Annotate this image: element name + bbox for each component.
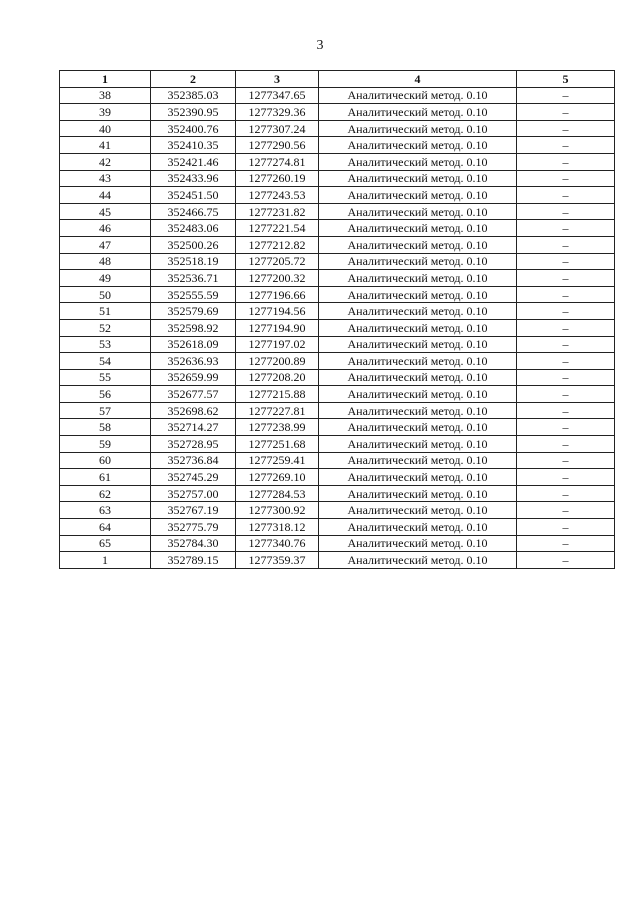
method-accuracy-cell: Аналитический метод. 0.10 [319, 336, 517, 353]
method-accuracy-cell: Аналитический метод. 0.10 [319, 87, 517, 104]
point-number-cell: 50 [60, 286, 151, 303]
method-accuracy-cell: Аналитический метод. 0.10 [319, 170, 517, 187]
description-cell: – [517, 319, 615, 336]
point-number-cell: 59 [60, 436, 151, 453]
table-row [60, 187, 615, 204]
method-accuracy-cell: Аналитический метод. 0.10 [319, 419, 517, 436]
point-number-cell: 39 [60, 104, 151, 121]
description-cell: – [517, 353, 615, 370]
y-coordinate-cell: 1277227.81 [236, 402, 319, 419]
point-number-cell: 1 [60, 552, 151, 569]
x-coordinate-cell: 352536.71 [151, 270, 236, 287]
description-cell: – [517, 137, 615, 154]
method-accuracy-cell: Аналитический метод. 0.10 [319, 452, 517, 469]
method-accuracy-cell: Аналитический метод. 0.10 [319, 319, 517, 336]
y-coordinate-cell: 1277231.82 [236, 203, 319, 220]
table-body [60, 87, 615, 568]
description-cell: – [517, 436, 615, 453]
description-cell: – [517, 452, 615, 469]
description-cell: – [517, 336, 615, 353]
point-number-cell: 53 [60, 336, 151, 353]
point-number-cell: 58 [60, 419, 151, 436]
description-cell: – [517, 270, 615, 287]
description-cell: – [517, 253, 615, 270]
method-accuracy-cell: Аналитический метод. 0.10 [319, 369, 517, 386]
table-row [60, 253, 615, 270]
table-row [60, 402, 615, 419]
point-number-cell: 42 [60, 153, 151, 170]
y-coordinate-cell: 1277212.82 [236, 236, 319, 253]
x-coordinate-cell: 352636.93 [151, 353, 236, 370]
x-coordinate-cell: 352736.84 [151, 452, 236, 469]
description-cell: – [517, 402, 615, 419]
point-number-cell: 52 [60, 319, 151, 336]
column-header-2: 2 [151, 71, 236, 88]
point-number-cell: 61 [60, 469, 151, 486]
y-coordinate-cell: 1277243.53 [236, 187, 319, 204]
table-row [60, 120, 615, 137]
method-accuracy-cell: Аналитический метод. 0.10 [319, 270, 517, 287]
description-cell: – [517, 286, 615, 303]
table-row [60, 87, 615, 104]
x-coordinate-cell: 352659.99 [151, 369, 236, 386]
point-number-cell: 65 [60, 535, 151, 552]
y-coordinate-cell: 1277329.36 [236, 104, 319, 121]
description-cell: – [517, 236, 615, 253]
y-coordinate-cell: 1277197.02 [236, 336, 319, 353]
table-row [60, 270, 615, 287]
table-row [60, 303, 615, 320]
table-row [60, 419, 615, 436]
description-cell: – [517, 535, 615, 552]
table-row [60, 153, 615, 170]
x-coordinate-cell: 352433.96 [151, 170, 236, 187]
x-coordinate-cell: 352714.27 [151, 419, 236, 436]
description-cell: – [517, 469, 615, 486]
table-row [60, 286, 615, 303]
x-coordinate-cell: 352410.35 [151, 137, 236, 154]
method-accuracy-cell: Аналитический метод. 0.10 [319, 236, 517, 253]
method-accuracy-cell: Аналитический метод. 0.10 [319, 552, 517, 569]
y-coordinate-cell: 1277300.92 [236, 502, 319, 519]
method-accuracy-cell: Аналитический метод. 0.10 [319, 402, 517, 419]
x-coordinate-cell: 352555.59 [151, 286, 236, 303]
y-coordinate-cell: 1277359.37 [236, 552, 319, 569]
table-row [60, 353, 615, 370]
method-accuracy-cell: Аналитический метод. 0.10 [319, 153, 517, 170]
table-row [60, 535, 615, 552]
y-coordinate-cell: 1277194.56 [236, 303, 319, 320]
y-coordinate-cell: 1277274.81 [236, 153, 319, 170]
y-coordinate-cell: 1277284.53 [236, 485, 319, 502]
y-coordinate-cell: 1277347.65 [236, 87, 319, 104]
y-coordinate-cell: 1277260.19 [236, 170, 319, 187]
point-number-cell: 63 [60, 502, 151, 519]
method-accuracy-cell: Аналитический метод. 0.10 [319, 535, 517, 552]
point-number-cell: 51 [60, 303, 151, 320]
point-number-cell: 49 [60, 270, 151, 287]
y-coordinate-cell: 1277194.90 [236, 319, 319, 336]
x-coordinate-cell: 352400.76 [151, 120, 236, 137]
method-accuracy-cell: Аналитический метод. 0.10 [319, 485, 517, 502]
x-coordinate-cell: 352784.30 [151, 535, 236, 552]
table-row [60, 369, 615, 386]
table-row [60, 336, 615, 353]
table-row [60, 552, 615, 569]
y-coordinate-cell: 1277200.32 [236, 270, 319, 287]
table-row [60, 137, 615, 154]
x-coordinate-cell: 352390.95 [151, 104, 236, 121]
y-coordinate-cell: 1277205.72 [236, 253, 319, 270]
table-row [60, 386, 615, 403]
method-accuracy-cell: Аналитический метод. 0.10 [319, 120, 517, 137]
point-number-cell: 41 [60, 137, 151, 154]
table-header-row [60, 71, 615, 88]
description-cell: – [517, 120, 615, 137]
y-coordinate-cell: 1277290.56 [236, 137, 319, 154]
x-coordinate-cell: 352677.57 [151, 386, 236, 403]
x-coordinate-cell: 352598.92 [151, 319, 236, 336]
y-coordinate-cell: 1277259.41 [236, 452, 319, 469]
point-number-cell: 56 [60, 386, 151, 403]
table-row [60, 203, 615, 220]
point-number-cell: 57 [60, 402, 151, 419]
method-accuracy-cell: Аналитический метод. 0.10 [319, 187, 517, 204]
point-number-cell: 55 [60, 369, 151, 386]
description-cell: – [517, 485, 615, 502]
y-coordinate-cell: 1277215.88 [236, 386, 319, 403]
page-number: 3 [316, 38, 324, 53]
table-row [60, 519, 615, 536]
y-coordinate-cell: 1277307.24 [236, 120, 319, 137]
method-accuracy-cell: Аналитический метод. 0.10 [319, 436, 517, 453]
table-row [60, 220, 615, 237]
description-cell: – [517, 187, 615, 204]
x-coordinate-cell: 352618.09 [151, 336, 236, 353]
description-cell: – [517, 519, 615, 536]
method-accuracy-cell: Аналитический метод. 0.10 [319, 303, 517, 320]
description-cell: – [517, 419, 615, 436]
table-row [60, 236, 615, 253]
description-cell: – [517, 87, 615, 104]
table-row [60, 104, 615, 121]
x-coordinate-cell: 352775.79 [151, 519, 236, 536]
coordinates-table [59, 70, 615, 569]
method-accuracy-cell: Аналитический метод. 0.10 [319, 519, 517, 536]
point-number-cell: 60 [60, 452, 151, 469]
description-cell: – [517, 104, 615, 121]
x-coordinate-cell: 352483.06 [151, 220, 236, 237]
x-coordinate-cell: 352745.29 [151, 469, 236, 486]
x-coordinate-cell: 352500.26 [151, 236, 236, 253]
table-row [60, 485, 615, 502]
description-cell: – [517, 170, 615, 187]
x-coordinate-cell: 352421.46 [151, 153, 236, 170]
point-number-cell: 38 [60, 87, 151, 104]
x-coordinate-cell: 352385.03 [151, 87, 236, 104]
point-number-cell: 62 [60, 485, 151, 502]
x-coordinate-cell: 352767.19 [151, 502, 236, 519]
table-row [60, 502, 615, 519]
table-row [60, 469, 615, 486]
y-coordinate-cell: 1277208.20 [236, 369, 319, 386]
description-cell: – [517, 369, 615, 386]
table-row [60, 319, 615, 336]
point-number-cell: 44 [60, 187, 151, 204]
description-cell: – [517, 502, 615, 519]
x-coordinate-cell: 352757.00 [151, 485, 236, 502]
x-coordinate-cell: 352728.95 [151, 436, 236, 453]
point-number-cell: 54 [60, 353, 151, 370]
column-header-1: 1 [60, 71, 151, 88]
description-cell: – [517, 303, 615, 320]
method-accuracy-cell: Аналитический метод. 0.10 [319, 286, 517, 303]
method-accuracy-cell: Аналитический метод. 0.10 [319, 253, 517, 270]
point-number-cell: 64 [60, 519, 151, 536]
description-cell: – [517, 386, 615, 403]
point-number-cell: 48 [60, 253, 151, 270]
point-number-cell: 40 [60, 120, 151, 137]
x-coordinate-cell: 352579.69 [151, 303, 236, 320]
x-coordinate-cell: 352466.75 [151, 203, 236, 220]
x-coordinate-cell: 352518.19 [151, 253, 236, 270]
point-number-cell: 47 [60, 236, 151, 253]
y-coordinate-cell: 1277251.68 [236, 436, 319, 453]
description-cell: – [517, 203, 615, 220]
description-cell: – [517, 552, 615, 569]
method-accuracy-cell: Аналитический метод. 0.10 [319, 386, 517, 403]
point-number-cell: 46 [60, 220, 151, 237]
point-number-cell: 43 [60, 170, 151, 187]
column-header-4: 4 [319, 71, 517, 88]
column-header-5: 5 [517, 71, 615, 88]
description-cell: – [517, 220, 615, 237]
y-coordinate-cell: 1277269.10 [236, 469, 319, 486]
y-coordinate-cell: 1277340.76 [236, 535, 319, 552]
x-coordinate-cell: 352789.15 [151, 552, 236, 569]
point-number-cell: 45 [60, 203, 151, 220]
y-coordinate-cell: 1277196.66 [236, 286, 319, 303]
method-accuracy-cell: Аналитический метод. 0.10 [319, 137, 517, 154]
table-row [60, 452, 615, 469]
method-accuracy-cell: Аналитический метод. 0.10 [319, 353, 517, 370]
table-row [60, 170, 615, 187]
method-accuracy-cell: Аналитический метод. 0.10 [319, 220, 517, 237]
method-accuracy-cell: Аналитический метод. 0.10 [319, 469, 517, 486]
table-row [60, 436, 615, 453]
x-coordinate-cell: 352451.50 [151, 187, 236, 204]
y-coordinate-cell: 1277238.99 [236, 419, 319, 436]
method-accuracy-cell: Аналитический метод. 0.10 [319, 502, 517, 519]
x-coordinate-cell: 352698.62 [151, 402, 236, 419]
y-coordinate-cell: 1277200.89 [236, 353, 319, 370]
method-accuracy-cell: Аналитический метод. 0.10 [319, 203, 517, 220]
method-accuracy-cell: Аналитический метод. 0.10 [319, 104, 517, 121]
y-coordinate-cell: 1277221.54 [236, 220, 319, 237]
column-header-3: 3 [236, 71, 319, 88]
description-cell: – [517, 153, 615, 170]
y-coordinate-cell: 1277318.12 [236, 519, 319, 536]
